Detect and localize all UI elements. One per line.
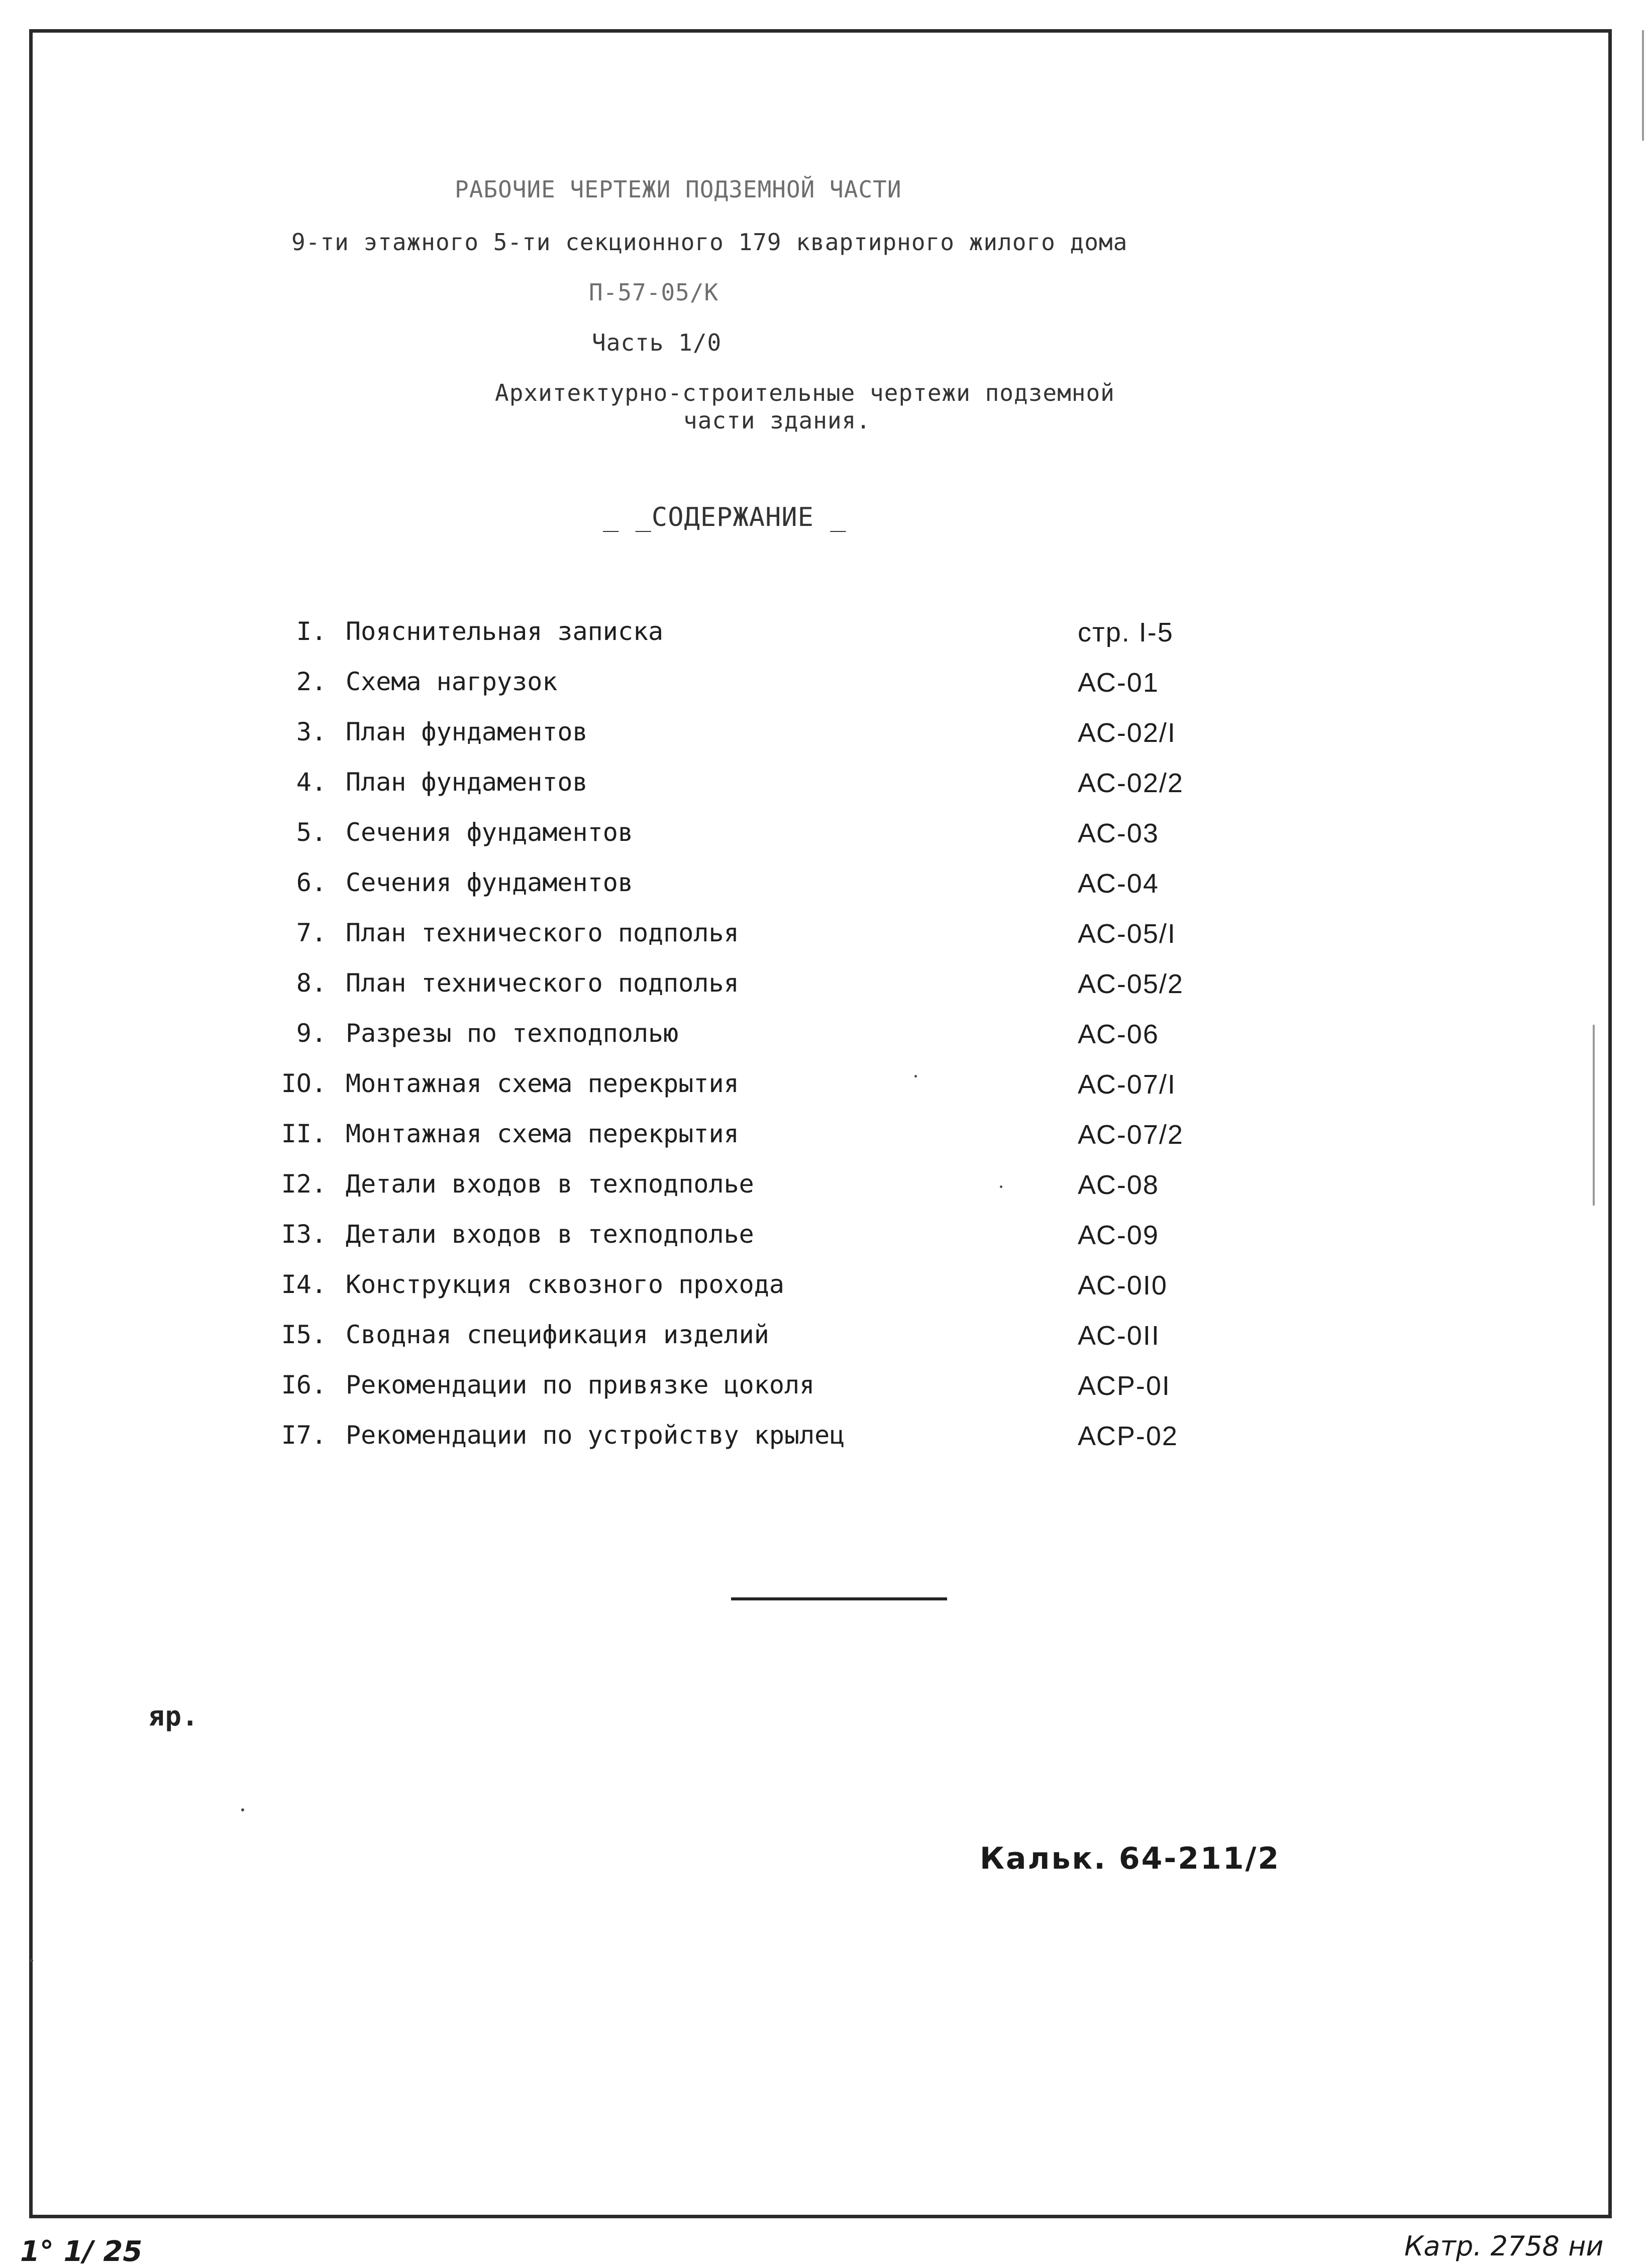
toc-sheet-code: АС-02/2 [1078,768,1184,798]
toc-sheet-code: АС-08 [1078,1170,1159,1200]
building-description: 9-ти этажного 5-ти секционного 179 квартирного жилого дома [291,229,1128,256]
toc-sheet-code: АСР-0I [1078,1371,1171,1401]
toc-sheet-code: АС-01 [1078,668,1159,698]
toc-row [0,717,1652,763]
toc-number: 6. [296,868,327,897]
toc-title: Конструкция сквозного прохода [346,1270,784,1299]
typist-initials: яр. [148,1700,199,1732]
scan-speck [30,1959,33,1962]
toc-number: I3. [281,1220,327,1249]
toc-sheet-code: АС-04 [1078,869,1159,899]
toc-sheet-code: АС-0I0 [1078,1270,1168,1301]
toc-title: Рекомендации по привязке цоколя [346,1370,815,1399]
toc-row [0,1119,1652,1164]
toc-sheet-code: АС-06 [1078,1019,1159,1049]
toc-sheet-code: АС-07/2 [1078,1120,1184,1150]
scan-artifact-line [1642,30,1644,141]
toc-title: Сводная спецификация изделий [346,1320,769,1349]
toc-sheet-code: АС-02/I [1078,718,1176,748]
toc-row [0,968,1652,1014]
toc-title: План технического подполья [346,968,739,998]
toc-number: I5. [281,1320,327,1349]
project-code: П-57-05/К [589,279,719,306]
toc-number: IO. [281,1069,327,1098]
toc-row [0,918,1652,963]
toc-number: 2. [296,667,327,696]
toc-sheet-code: АС-03 [1078,818,1159,848]
toc-title: Схема нагрузок [346,667,558,696]
document-title: РАБОЧИЕ ЧЕРТЕЖИ ПОДЗЕМНОЙ ЧАСТИ [455,176,902,203]
toc-sheet-code: АС-09 [1078,1220,1159,1250]
toc-row [0,1320,1652,1365]
part-number: Часть 1/0 [592,329,722,356]
toc-number: 5. [296,818,327,847]
toc-row [0,617,1652,662]
toc-title: Детали входов в техподполье [346,1220,754,1249]
tracing-stamp: Кальк. 64-211/2 [980,1841,1281,1876]
archive-note: Катр. 2758 ни [1404,2230,1604,2262]
toc-sheet-code: АС-0II [1078,1321,1160,1351]
toc-row [0,1069,1652,1114]
toc-number: II. [281,1119,327,1148]
toc-title: Монтажная схема перекрытия [346,1069,739,1098]
toc-row [0,868,1652,913]
toc-row [0,1421,1652,1466]
scan-artifact-line [1593,1025,1595,1206]
scan-speck [241,1808,244,1811]
toc-title: Разрезы по техподполью [346,1019,679,1048]
toc-number: I7. [281,1421,327,1450]
toc-row [0,1370,1652,1416]
toc-title: Монтажная схема перекрытия [346,1119,739,1148]
toc-title: Детали входов в техподполье [346,1169,754,1199]
toc-sheet-code: АСР-02 [1078,1421,1178,1451]
scan-speck [1000,1185,1002,1188]
toc-row [0,667,1652,712]
toc-number: 8. [296,968,327,998]
toc-number: 9. [296,1019,327,1048]
contents-heading: _ _СОДЕРЖАНИЕ _ [603,502,847,532]
toc-row [0,1220,1652,1265]
separator-line [731,1597,947,1600]
toc-row [0,1270,1652,1315]
toc-row [0,1169,1652,1215]
toc-title: План фундаментов [346,717,588,746]
subtitle-line-1: Архитектурно-строительные чертежи подземной [495,379,1115,406]
toc-sheet-code: АС-07/I [1078,1069,1176,1100]
toc-number: 7. [296,918,327,947]
toc-number: I. [296,617,327,646]
toc-row [0,768,1652,813]
toc-title: Сечения фундаментов [346,818,633,847]
toc-number: 4. [296,768,327,797]
toc-sheet-code: стр. I-5 [1078,617,1174,647]
toc-row [0,1019,1652,1064]
toc-number: I6. [281,1370,327,1399]
toc-title: Рекомендации по устройству крылец [346,1421,845,1450]
toc-title: План фундаментов [346,768,588,797]
toc-number: I4. [281,1270,327,1299]
handwritten-mark: 1° 1/ 25 [20,2235,143,2268]
toc-row [0,818,1652,863]
toc-number: I2. [281,1169,327,1199]
toc-title: Пояснительная записка [346,617,664,646]
toc-sheet-code: АС-05/I [1078,919,1176,949]
toc-number: 3. [296,717,327,746]
toc-title: План технического подполья [346,918,739,947]
toc-title: Сечения фундаментов [346,868,633,897]
scan-speck [914,1075,917,1077]
subtitle-line-2: части здания. [683,407,871,434]
toc-sheet-code: АС-05/2 [1078,969,1184,999]
